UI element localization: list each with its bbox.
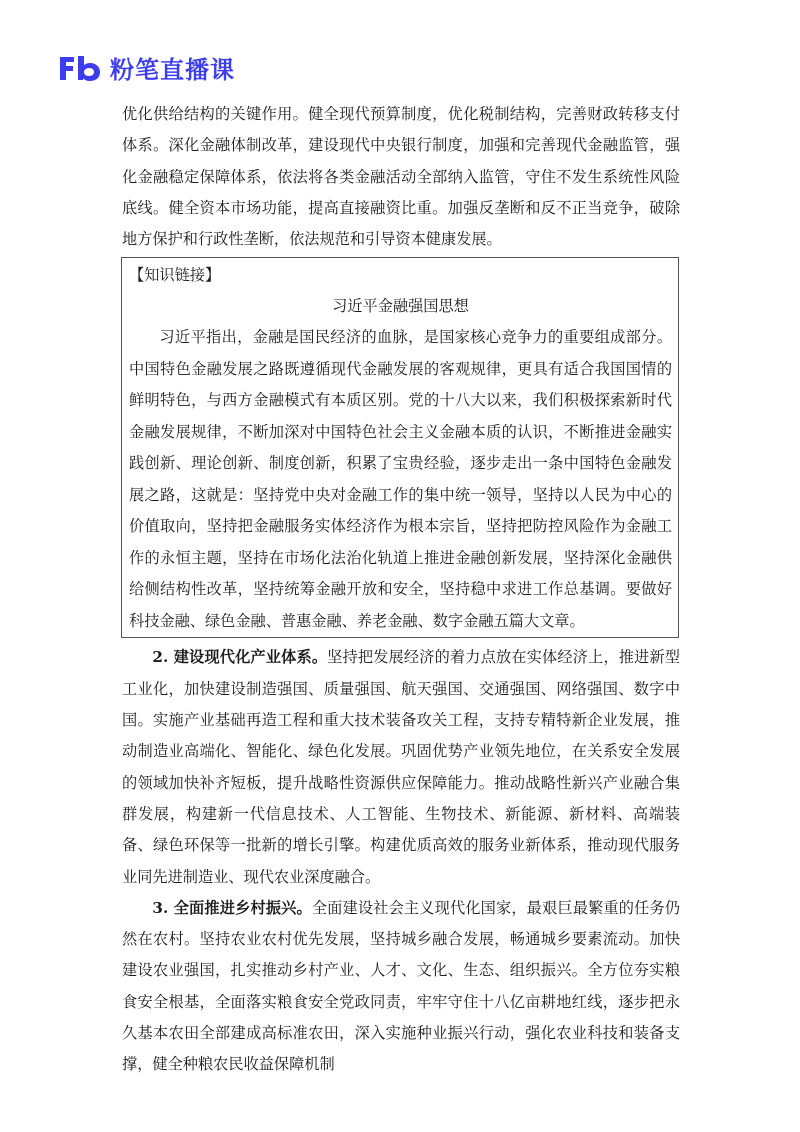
section-2-heading: 2. 建设现代化产业体系。 (152, 648, 328, 667)
knowledge-link-tag: 【知识链接】 (129, 266, 221, 285)
knowledge-link-title: 习近平金融强国思想 (332, 297, 469, 316)
brand-name: 粉笔直播课 (110, 56, 235, 84)
fb-logo-icon (58, 53, 102, 83)
knowledge-link-text: 习近平指出，金融是国民经济的血脉，是国家核心竞争力的重要组成部分。中国特色金融发展之路既遵循现代金融发展的客观规律，更具有适合我国国情的鲜明特色，与西方金融模式有本质区别。党的十八大以来，我们积极探索新时代金融发展规律，不断加深对中国特色社会主义金融本质的认识，不断推进金融实践创新、理论创新、制度创新，积累了宝贵经验，逐步走出一条中国特色金融发展之路，这就是：坚持党中央对金融工作的集中统一领导，坚持以人民为中心的价值取向，坚持把金融服务实体经济作为根本宗旨，坚持把防控风险作为金融工作的永恒主题，坚持在市场化法治化轨道上推进金融创新发展，坚持深化金融供给侧结构性改革，坚持统筹金融开放和安全，坚持稳中求进工作总基调。要做好科技金融、绿色金融、普惠金融、养老金融、数字金融五篇大文章。 (129, 328, 672, 630)
section-2-text: 坚持把发展经济的着力点放在实体经济上，推进新型工业化，加快建设制造强国、质量强国、航天强国、交通强国、网络强国、数字中国。实施产业基础再造工程和重大技术装备攻关工程，支持专精特新企业发展，推动制造业高端化、智能化、绿色化发展。巩固优势产业领先地位，在关系安全发展的领域加快补齐短板，提升战略性资源供应保障能力。推动战略性新兴产业融合集群发展，构建新一代信息技术、人工智能、生物技术、新能源、新材料、高端装备、绿色环保等一批新的增长引擎。构建优质高效的服务业新体系，推动现代服务业同先进制造业、现代农业深度融合。 (122, 648, 680, 886)
section-3-heading: 3. 全面推进乡村振兴。 (152, 898, 312, 917)
intro-paragraph: 优化供给结构的关键作用。健全现代预算制度，优化税制结构，完善财政转移支付体系。深化金融体制改革，建设现代中央银行制度，加强和完善现代金融监管，强化金融稳定保障体系，依法将各类金融活动全部纳入监管，守住不发生系统性风险底线。健全资本市场功能，提高直接融资比重。加强反垄断和反不正当竞争，破除地方保护和行政性垄断，依法规范和引导资本健康发展。 (122, 105, 680, 249)
knowledge-link-box (121, 257, 679, 638)
section-2-paragraph (122, 642, 680, 892)
section-3-text: 全面建设社会主义现代化国家，最艰巨最繁重的任务仍然在农村。坚持农业农村优先发展，坚持城乡融合发展，畅通城乡要素流动。加快建设农业强国，扎实推动乡村产业、人才、文化、生态、组织振兴。全方位夯实粮食安全根基，全面落实粮食安全党政同责，牢牢守住十八亿亩耕地红线，逐步把永久基本农田全部建成高标准农田，深入实施种业振兴行动，强化农业科技和装备支撑，健全种粮农民收益保障机制 (122, 898, 680, 1074)
document-body (122, 99, 680, 1081)
brand-logo (58, 50, 235, 85)
section-3-paragraph (122, 893, 680, 1081)
